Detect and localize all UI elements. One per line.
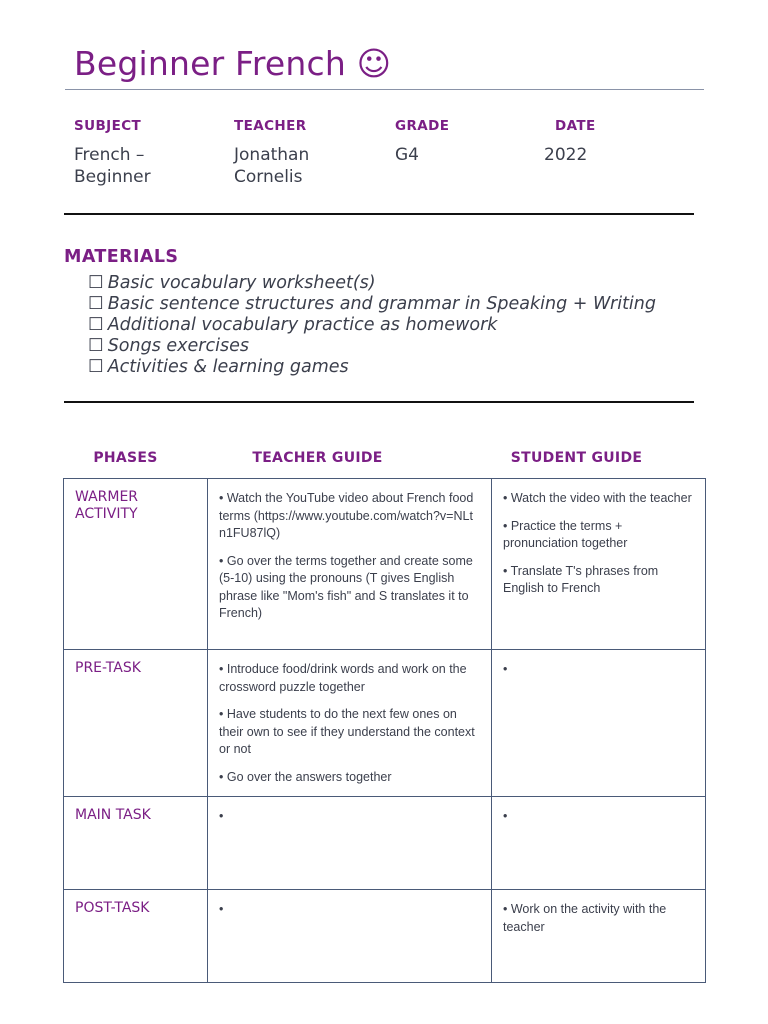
section-divider xyxy=(64,213,694,215)
date-label: DATE xyxy=(555,118,596,134)
phase-cell: MAIN TASK xyxy=(64,797,208,890)
teacher-guide-item: • Watch the YouTube video about French food terms (https://www.youtube.com/watch?v=NLtn1FU87lQ) xyxy=(219,491,474,540)
teacher-guide-item: • Go over the terms together and create some (5-10) using the pronouns (T gives English phrase like "Mom's fish" and S translates it to French) xyxy=(219,553,473,620)
table-row xyxy=(64,479,706,650)
grade-value: G4 xyxy=(395,145,419,165)
student-guide-cell xyxy=(492,890,706,983)
teacher-guide-cell xyxy=(208,797,492,890)
materials-heading: MATERIALS xyxy=(64,247,179,267)
materials-item-label: Additional vocabulary practice as homework xyxy=(107,315,498,335)
materials-item xyxy=(88,294,656,315)
checkbox-icon[interactable]: ☐ xyxy=(88,315,104,335)
materials-item xyxy=(88,357,656,378)
student-guide-item: • xyxy=(503,809,508,823)
subject-value: French – Beginner xyxy=(74,145,151,187)
page-title: Beginner French ☺ xyxy=(74,44,392,83)
student-guide-item: • Work on the activity with the teacher xyxy=(503,902,667,934)
materials-item-label: Basic vocabulary worksheet(s) xyxy=(107,273,376,293)
materials-item xyxy=(88,336,656,357)
section-divider xyxy=(64,401,694,403)
teacher-guide-cell xyxy=(208,890,492,983)
table-row xyxy=(64,650,706,797)
materials-item-label: Activities & learning games xyxy=(107,357,349,377)
header-phases: PHASES xyxy=(93,450,158,466)
table-row xyxy=(64,890,706,983)
phases-table xyxy=(63,478,706,983)
teacher-guide-cell xyxy=(208,650,492,797)
student-guide-item: • xyxy=(503,662,508,676)
materials-item xyxy=(88,315,656,336)
checkbox-icon[interactable]: ☐ xyxy=(88,273,104,293)
teacher-guide-item: • xyxy=(219,902,224,916)
header-student-guide: STUDENT GUIDE xyxy=(510,450,643,466)
student-guide-cell xyxy=(492,797,706,890)
student-guide-cell xyxy=(492,479,706,650)
materials-list xyxy=(88,273,656,378)
student-guide-item: • Practice the terms + pronunciation together xyxy=(503,518,628,550)
student-guide-item: • Watch the video with the teacher xyxy=(503,491,692,505)
header-teacher-guide: TEACHER GUIDE xyxy=(252,450,383,466)
grade-label: GRADE xyxy=(395,118,450,134)
teacher-guide-item: • xyxy=(219,809,224,823)
date-value: 2022 xyxy=(544,145,588,165)
teacher-guide-item: • Introduce food/drink words and work on the crossword puzzle together xyxy=(219,662,467,694)
checkbox-icon[interactable]: ☐ xyxy=(88,336,104,356)
checkbox-icon[interactable]: ☐ xyxy=(88,294,104,314)
teacher-guide-item: • Have students to do the next few ones on their own to see if they understand the context or not xyxy=(219,707,475,756)
student-guide-item: • Translate T's phrases from English to French xyxy=(503,563,659,595)
materials-item-label: Basic sentence structures and grammar in Speaking + Writing xyxy=(107,294,656,314)
student-guide-cell xyxy=(492,650,706,797)
checkbox-icon[interactable]: ☐ xyxy=(88,357,104,377)
phase-cell: PRE-TASK xyxy=(64,650,208,797)
materials-item-label: Songs exercises xyxy=(107,336,249,356)
phase-cell: POST-TASK xyxy=(64,890,208,983)
teacher-guide-item: • Go over the answers together xyxy=(219,769,392,784)
teacher-value: Jonathan Cornelis xyxy=(234,145,310,187)
table-row xyxy=(64,797,706,890)
teacher-guide-cell xyxy=(208,479,492,650)
title-divider xyxy=(65,89,704,90)
teacher-label: TEACHER xyxy=(234,118,307,134)
subject-label: SUBJECT xyxy=(74,118,142,134)
phase-cell: WARMER ACTIVITY xyxy=(64,479,208,650)
materials-item xyxy=(88,273,656,294)
